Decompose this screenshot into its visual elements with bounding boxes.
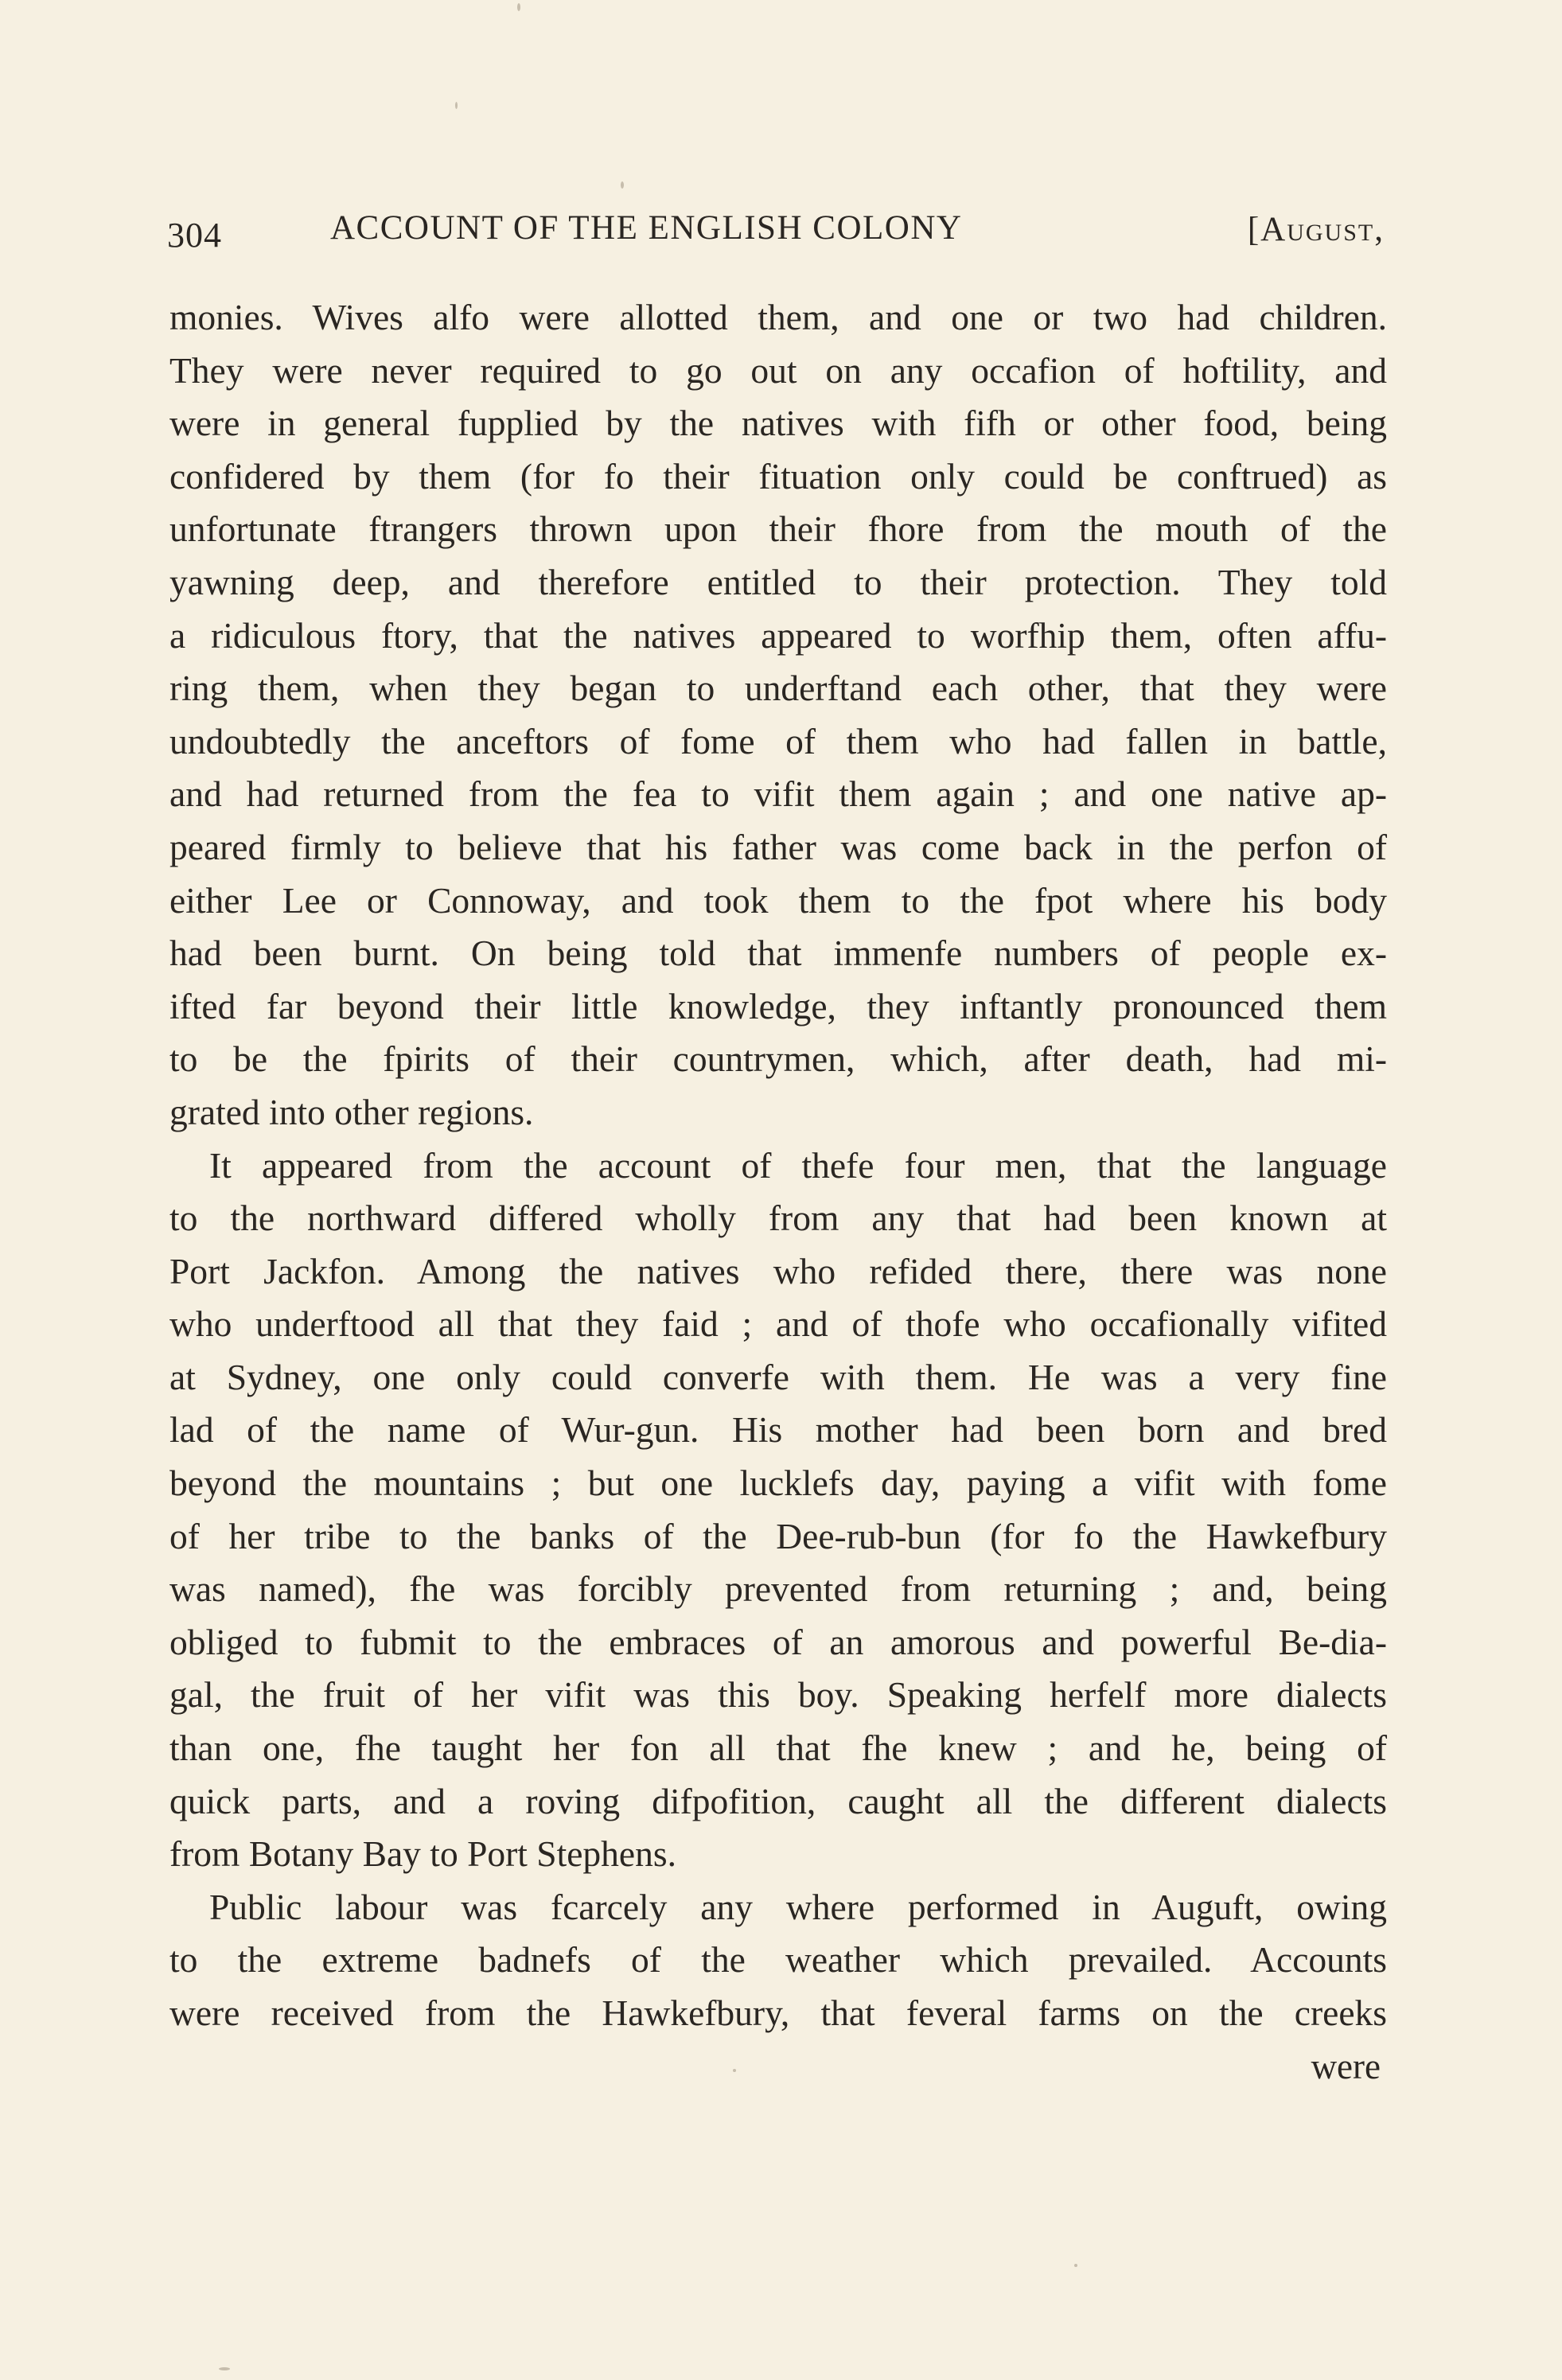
- text-line: It appeared from the account of thefe four men, that the language: [209, 1144, 1387, 1186]
- text-line: obliged to fubmit to the embraces of an amorous and powerful Be-dia-: [169, 1621, 1387, 1662]
- page-number: 304: [167, 216, 222, 255]
- catchword: were: [1311, 2047, 1381, 2086]
- running-title: ACCOUNT OF THE ENGLISH COLONY: [330, 209, 963, 247]
- text-line: ifted far beyond their little knowledge, they inftantly pronounced them: [169, 985, 1387, 1026]
- text-line: were in general fupplied by the natives with fifh or other food, being: [169, 403, 1387, 444]
- text-line: a ridiculous ftory, that the natives appeared to worfhip them, often affu-: [169, 614, 1387, 656]
- text-line: from Botany Bay to Port Stephens.: [169, 1833, 676, 1875]
- text-line: quick parts, and a roving difpofition, caught all the different dialects: [169, 1780, 1387, 1821]
- body-text: [169, 291, 1387, 2040]
- text-line: than one, fhe taught her fon all that fhe knew ; and he, being of: [169, 1728, 1387, 1769]
- text-line: either Lee or Connoway, and took them to the fpot where his body: [169, 879, 1387, 921]
- header-month: [August,: [1247, 211, 1385, 248]
- text-line: yawning deep, and therefore entitled to their protection. They told: [169, 561, 1387, 602]
- paper-speck: [621, 181, 624, 189]
- text-line: Public labour was fcarcely any where performed in Auguft, owing: [209, 1886, 1387, 1927]
- text-line: monies. Wives alfo were allotted them, and one or two had children.: [169, 297, 1387, 337]
- paper-speck: [517, 3, 520, 11]
- running-header: [167, 208, 1385, 264]
- text-line: grated into other regions.: [169, 1091, 534, 1132]
- text-line: ring them, when they began to underftand each other, that they were: [169, 668, 1387, 709]
- paragraph: [169, 1881, 1387, 2040]
- text-line: lad of the name of Wur-gun. His mother had been born and bred: [169, 1409, 1387, 1451]
- text-line: at Sydney, one only could converfe with them. He was a very fine: [169, 1356, 1387, 1397]
- text-line: to be the fpirits of their countrymen, which, after death, had mi-: [169, 1038, 1387, 1080]
- paper-speck: [455, 102, 458, 109]
- paragraph: [169, 291, 1387, 1139]
- text-line: confidered by them (for fo their fituation only could be conftrued) as: [169, 455, 1387, 497]
- text-line: had been burnt. On being told that immenfe numbers of people ex-: [169, 933, 1387, 974]
- text-line: who underftood all that they faid ; and of thofe who occafionally vifited: [169, 1303, 1387, 1345]
- paragraph: [169, 1139, 1387, 1881]
- text-line: beyond the mountains ; but one lucklefs day, paying a vifit with fome: [169, 1463, 1387, 1504]
- text-line: They were never required to go out on any occafion of hoftility, and: [169, 349, 1387, 391]
- paper-speck: [1074, 2264, 1077, 2267]
- text-line: to the extreme badnefs of the weather which prevailed. Accounts: [169, 1939, 1387, 1981]
- paper-speck: [219, 2367, 230, 2370]
- text-line: to the northward differed wholly from any that had been known at: [169, 1198, 1387, 1239]
- text-line: unfortunate ftrangers thrown upon their fhore from the mouth of the: [169, 508, 1387, 550]
- text-line: gal, the fruit of her vifit was this boy. Speaking herfelf more dialects: [169, 1674, 1387, 1716]
- text-line: were received from the Hawkefbury, that feveral farms on the creeks: [169, 1992, 1387, 2033]
- text-line: was named), fhe was forcibly prevented from returning ; and, being: [169, 1568, 1387, 1610]
- text-line: Port Jackfon. Among the natives who refided there, there was none: [169, 1250, 1387, 1291]
- paper-speck: [733, 2069, 736, 2072]
- text-line: peared firmly to believe that his father was come back in the perfon of: [169, 826, 1387, 867]
- text-line: of her tribe to the banks of the Dee-rub-bun (for fo the Hawkefbury: [169, 1515, 1387, 1556]
- text-line: and had returned from the fea to vifit them again ; and one native ap-: [169, 773, 1387, 815]
- text-line: undoubtedly the anceftors of fome of them who had fallen in battle,: [169, 720, 1387, 762]
